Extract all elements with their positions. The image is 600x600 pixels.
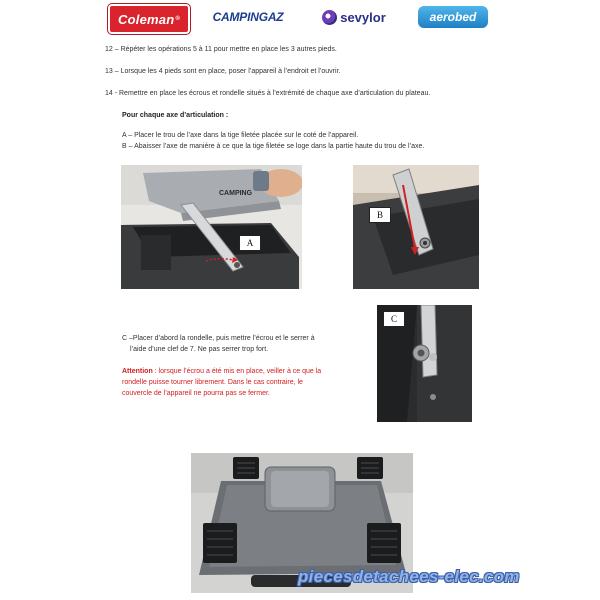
sevylor-logo-text: sevylor — [340, 9, 386, 25]
coleman-logo: Coleman ® — [108, 4, 190, 34]
campingaz-logo-text: CAMPINGAZ — [212, 10, 284, 24]
photo-a-brand: CAMPING — [219, 190, 253, 197]
attention-line2: rondelle puisse tourner librement. Dans le cas contraire, le — [122, 379, 303, 386]
attention-label: Attention — [122, 368, 153, 375]
aerobed-logo — [418, 6, 488, 28]
attention-line1 — [122, 367, 321, 376]
step-13: 13 – Lorsque les 4 pieds sont en place, poser l’appareil à l’endroit et l’ouvrir. — [105, 68, 341, 75]
photo-b — [353, 165, 479, 289]
photo-b-illustration — [353, 165, 479, 289]
attention-text1: : lorsque l’écrou a été mis en place, veiller à ce que la — [152, 368, 322, 375]
attention-line3: couvercle de l’appareil ne pourra pas se fermer. — [122, 390, 270, 397]
step-14: 14 - Remettre en place les écrous et rondelle situés à l’extrémité de chaque axe d’articulation du plateau. — [105, 90, 431, 97]
label-c: C — [383, 311, 405, 327]
instruction-c-line2: l’aide d’une clef de 7. Ne pas serrer trop fort. — [130, 346, 269, 353]
instruction-b: B – Abaisser l’axe de manière à ce que la tige filetée se loge dans la partie haute du trou de l’axe. — [122, 143, 425, 150]
brand-header — [108, 4, 492, 32]
instruction-c-line1: C –Placer d’abord la rondelle, puis mettre l’écrou et le serrer à — [122, 335, 315, 342]
label-b: B — [369, 207, 391, 223]
sevylor-logo — [314, 4, 394, 30]
label-a: A — [239, 235, 261, 251]
instruction-a: A – Placer le trou de l’axe dans la tige filetée placée sur le coté de l’appareil. — [122, 132, 359, 139]
site-watermark: piecesdetachees-elec.com — [298, 567, 520, 586]
campingaz-logo — [206, 4, 290, 30]
step-12: 12 – Répéter les opérations 5 à 11 pour mettre en place les 3 autres pieds. — [105, 46, 337, 53]
section-heading: Pour chaque axe d’articulation : — [122, 112, 229, 119]
sevylor-swirl-icon — [322, 10, 337, 25]
photo-c — [377, 305, 472, 422]
aerobed-logo-text: aerobed — [429, 10, 477, 24]
photo-a-illustration — [121, 165, 302, 289]
coleman-logo-text: Coleman — [118, 11, 175, 27]
photo-a — [121, 165, 302, 289]
